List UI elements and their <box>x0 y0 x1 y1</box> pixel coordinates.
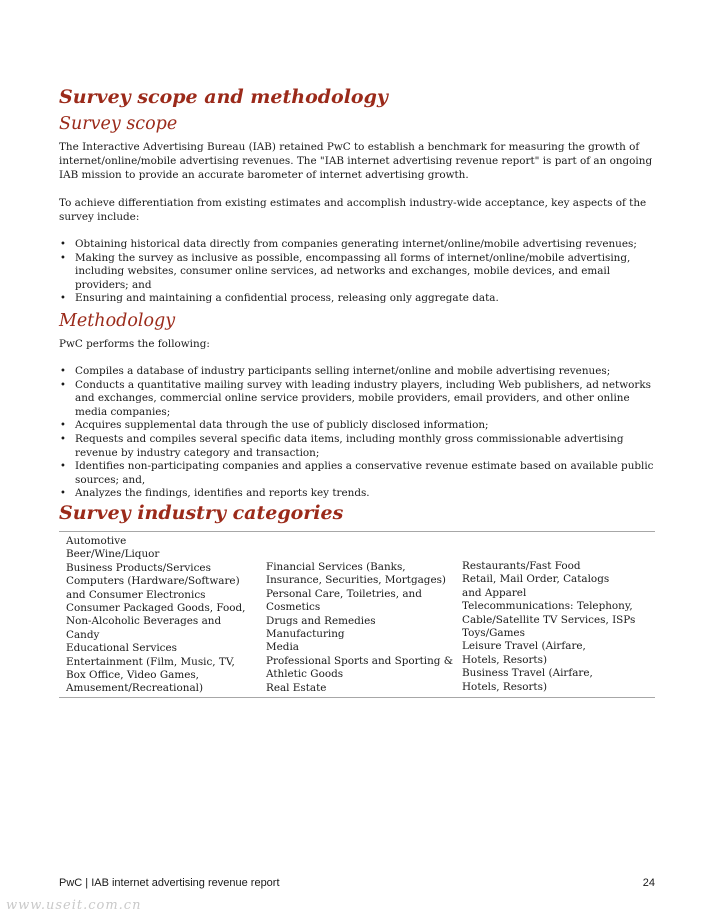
category-line: Computers (Hardware/Software) <box>66 575 240 588</box>
category-line: Retail, Mail Order, Catalogs <box>462 573 610 586</box>
category-line: Athletic Goods <box>266 668 344 681</box>
category-line: Restaurants/Fast Food <box>462 559 581 572</box>
category-line: Media <box>266 641 299 654</box>
category-line: Educational Services <box>66 642 177 655</box>
list-item <box>59 460 655 487</box>
bullet-icon: • <box>60 461 66 473</box>
category-line: Insurance, Securities, Mortgages) <box>266 574 446 587</box>
category-line: Amusement/Recreational) <box>66 682 204 695</box>
bullet-icon: • <box>60 293 66 305</box>
categories-column-1 <box>59 535 266 696</box>
category-line: Consumer Packaged Goods, Food, <box>66 601 246 614</box>
category-line: Personal Care, Toiletries, and <box>266 587 422 600</box>
category-line: Candy <box>66 628 100 641</box>
list-item <box>59 292 655 306</box>
category-line: Financial Services (Banks, <box>266 560 406 573</box>
category-line: Non-Alcoholic Beverages and <box>66 615 222 628</box>
watermark: www.useit.com.cn <box>6 898 142 913</box>
methodology-bullet-list <box>59 365 655 501</box>
bullet-icon: • <box>60 488 66 500</box>
category-line: and Consumer Electronics <box>66 588 206 601</box>
categories-title: Survey industry categories <box>59 501 344 524</box>
main-title: Survey scope and methodology <box>59 86 388 108</box>
bullet-text: Analyzes the findings, identifies and reports key trends. <box>75 487 370 500</box>
categories-column-3 <box>462 535 652 696</box>
scope-paragraph-1: The Interactive Advertising Bureau (IAB) retained PwC to establish a benchmark for measuring the growth of internet/online/mobile advertising revenues. The "IAB internet advertising revenue report" is part of an ongoing IAB mission to provide an accurate barometer of internet advertising growth. <box>59 141 653 181</box>
bullet-text: Making the survey as inclusive as possible, encompassing all forms of internet/online/mobile advertising, including websites, consumer online services, ad networks and exchanges, mobile devices, and email providers; and <box>75 251 631 291</box>
bullet-text: Identifies non-participating companies and applies a conservative revenue estimate based on available public sources; and, <box>75 460 654 486</box>
bullet-icon: • <box>60 433 66 445</box>
category-line: Drugs and Remedies <box>266 614 376 627</box>
list-item <box>59 365 655 379</box>
page-content <box>59 85 655 698</box>
page-footer <box>59 877 655 889</box>
scope-paragraph-2: To achieve differentiation from existing estimates and accomplish industry-wide acceptance, key aspects of the survey include: <box>59 197 647 223</box>
bullet-text: Compiles a database of industry participants selling internet/online and mobile advertising revenues; <box>75 364 611 377</box>
methodology-intro: PwC performs the following: <box>59 337 210 350</box>
category-line: Real Estate <box>266 681 327 694</box>
scope-heading: Survey scope <box>59 114 178 134</box>
category-line: Cable/Satellite TV Services, ISPs <box>462 613 636 626</box>
category-line: Telecommunications: Telephony, <box>462 600 633 613</box>
scope-bullet-list <box>59 238 655 306</box>
bullet-icon: • <box>60 365 66 377</box>
category-line: Toys/Games <box>462 626 525 639</box>
bullet-icon: • <box>60 252 66 264</box>
list-item <box>59 487 655 501</box>
bullet-text: Acquires supplemental data through the use of publicly disclosed information; <box>75 419 489 432</box>
category-line: Box Office, Video Games, <box>66 668 199 681</box>
methodology-heading: Methodology <box>59 310 176 331</box>
category-line: Business Travel (Airfare, <box>462 667 593 680</box>
categories-table <box>59 531 655 698</box>
list-item <box>59 252 655 293</box>
list-item <box>59 419 655 433</box>
bullet-icon: • <box>60 379 66 391</box>
list-item <box>59 238 655 252</box>
page-number: 24 <box>642 877 655 889</box>
bullet-text: Conducts a quantitative mailing survey with leading industry players, including Web publishers, ad networks and exchanges, commercial online service providers, mobile providers, email providers, and other online media companies; <box>75 378 651 418</box>
category-line: Beer/Wine/Liquor <box>66 548 160 561</box>
category-line: and Apparel <box>462 586 527 599</box>
bullet-text: Ensuring and maintaining a confidential process, releasing only aggregate data. <box>75 292 499 305</box>
bullet-text: Obtaining historical data directly from companies generating internet/online/mobile advertising revenues; <box>75 238 637 250</box>
bullet-icon: • <box>60 239 66 250</box>
category-line: Manufacturing <box>266 627 345 640</box>
category-line: Business Products/Services <box>66 561 211 574</box>
category-line: Cosmetics <box>266 601 321 614</box>
category-line: Hotels, Resorts) <box>462 680 547 693</box>
list-item <box>59 379 655 420</box>
footer-title: PwC | IAB internet advertising revenue report <box>59 877 280 889</box>
bullet-icon: • <box>60 420 66 432</box>
category-line: Hotels, Resorts) <box>462 653 547 666</box>
category-line: Entertainment (Film, Music, TV, <box>66 655 235 668</box>
list-item <box>59 433 655 460</box>
bullet-text: Requests and compiles several specific data items, including monthly gross commissionable advertising revenue by industry category and transaction; <box>75 432 624 459</box>
category-line: Professional Sports and Sporting & <box>266 654 453 667</box>
category-line: Leisure Travel (Airfare, <box>462 640 586 653</box>
category-line: Automotive <box>66 534 127 547</box>
categories-column-2 <box>266 535 462 696</box>
